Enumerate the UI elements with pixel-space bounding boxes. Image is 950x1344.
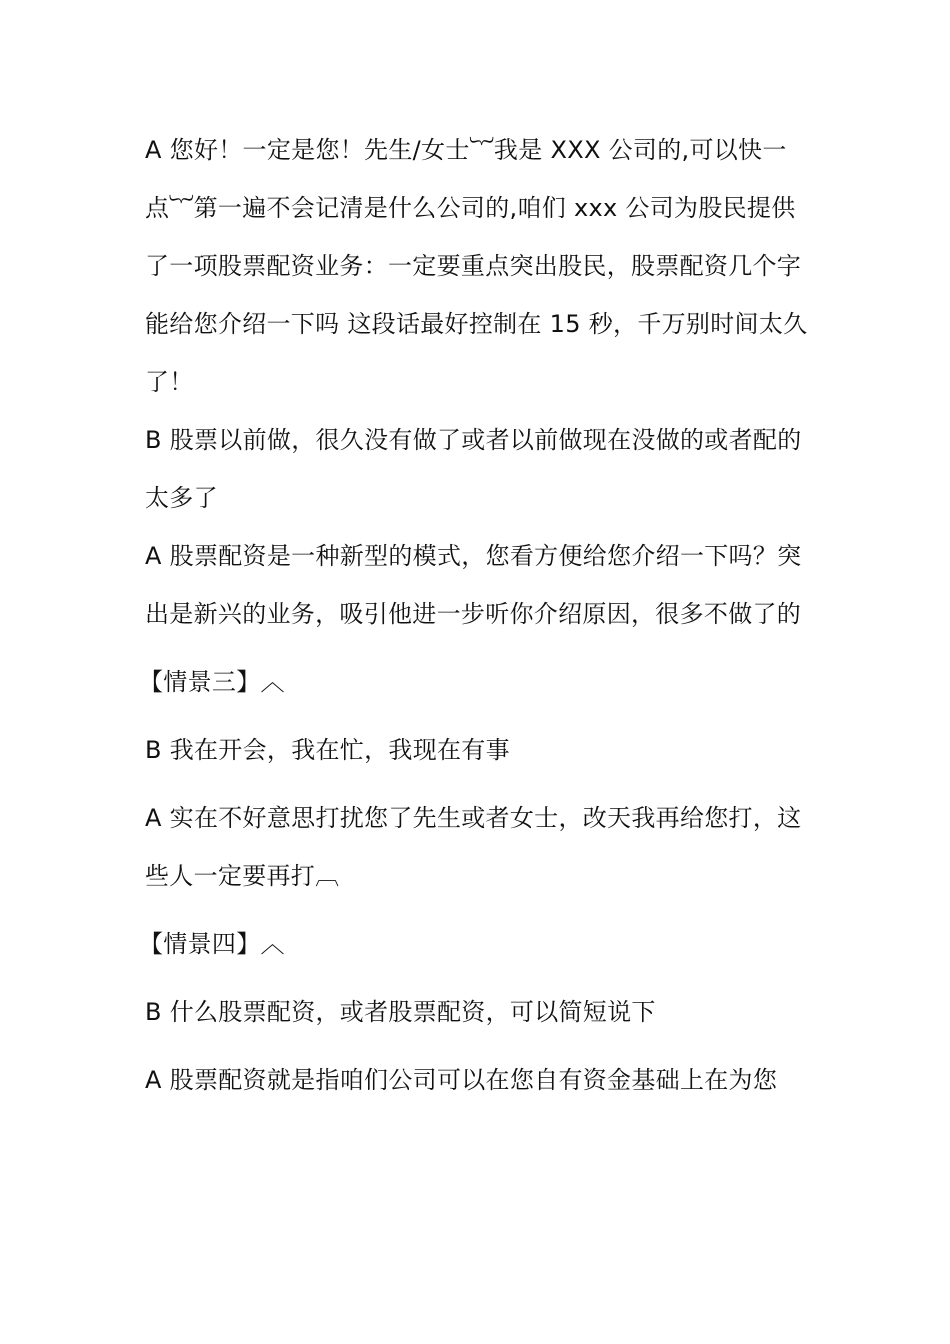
paragraph-a-explain: A 股票配资是一种新型的模式，您看方便给您介绍一下吗？突出是新兴的业务，吸引他进一步听你介绍原因，很多不做了的: [145, 542, 802, 628]
paragraph-a-definition: A 股票配资就是指咱们公司可以在您自有资金基础上在为您: [145, 1066, 778, 1094]
paragraph-b-busy: B 我在开会，我在忙，我现在有事: [145, 736, 510, 764]
paragraph-b-question: B 什么股票配资，或者股票配资，可以简短说下: [145, 998, 656, 1026]
scenario-three-heading: 【情景三】︿: [139, 668, 285, 696]
document-body: [139, 121, 813, 1109]
paragraph-a-intro: A 您好！一定是您！先生/女士︸我是 XXX 公司的,可以快一点︸第一遍不会记清是什么公司的,咱们 xxx 公司为股民提供了一项股票配资业务：一定要重点突出股民，股票配资几个字 能给您介绍一下吗 这段话最好控制在 15 秒，千万别时间太久了！: [145, 136, 810, 396]
paragraph-b-reply: B 股票以前做，很久没有做了或者以前做现在没做的或者配的太多了: [145, 426, 802, 512]
paragraph-a-apology: A 实在不好意思打扰您了先生或者女士，改天我再给您打，这些人一定要再打︹: [145, 804, 802, 890]
scenario-four-heading: 【情景四】︿: [139, 930, 285, 958]
